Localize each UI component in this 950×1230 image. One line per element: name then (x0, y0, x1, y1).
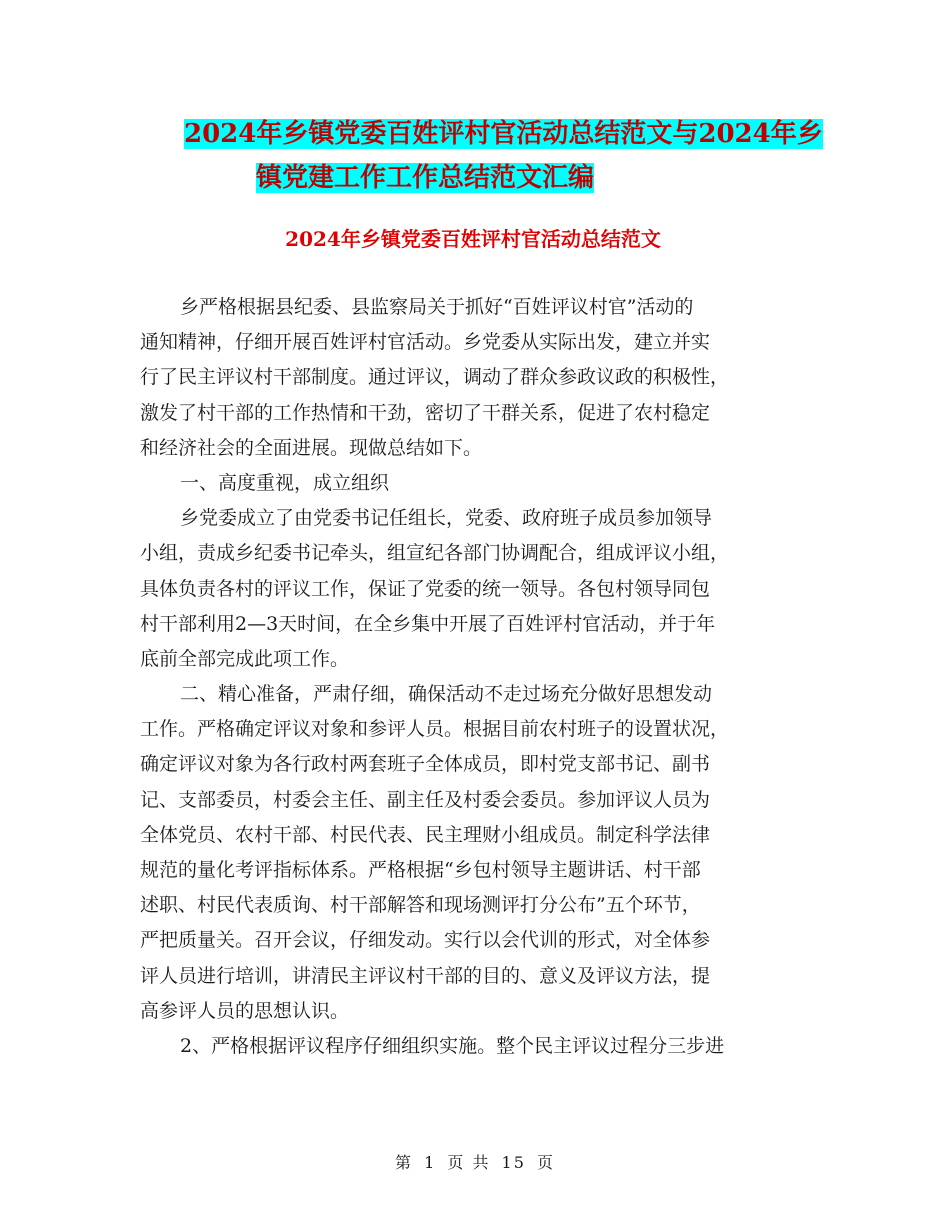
paragraph-line: 和经济社会的全面进展。现做总结如下。 (140, 436, 483, 459)
section-subtitle: 2024年乡镇党委百姓评村官活动总结范文 (285, 227, 661, 251)
paragraph-line: 严把质量关。召开会议，仔细发动。实行以会代训的形式，对全体参 (140, 929, 711, 952)
title-line-1: 2024年乡镇党委百姓评村官活动总结范文与2024年乡 (184, 119, 823, 149)
paragraph-line: 底前全部完成此项工作。 (140, 647, 350, 670)
footer-prefix: 第 (394, 1153, 413, 1172)
paragraph-line: 激发了村干部的工作热情和干劲，密切了干群关系，促进了农村稳定 (140, 401, 711, 424)
paragraph-line: 行了民主评议村干部制度。通过评议，调动了群众参政议政的积极性， (140, 366, 730, 389)
paragraph-line: 通知精神，仔细开展百姓评村官活动。乡党委从实际出发，建立并实 (140, 331, 711, 354)
document-title (140, 112, 840, 200)
title-line-2: 镇党建工作工作总结范文汇编 (256, 163, 595, 193)
paragraph-line: 2、严格根据评议程序仔细组织实施。整个民主评议过程分三步进 (180, 1034, 725, 1057)
paragraph-line: 乡党委成立了由党委书记任组长，党委、政府班子成员参加领导 (180, 507, 713, 530)
paragraph-line: 工作。严格确定评议对象和参评人员。根据目前农村班子的设置状况， (140, 718, 730, 741)
section-heading: 一、高度重视，成立组织 (180, 471, 390, 494)
paragraph-line: 村干部利用2—3天时间，在全乡集中开展了百姓评村官活动，并于年 (140, 612, 716, 635)
paragraph-line: 评人员进行培训，讲清民主评议村干部的目的、意义及评议方法，提 (140, 964, 711, 987)
page-number-current: 1 (424, 1153, 437, 1172)
paragraph-line: 述职、村民代表质询、村干部解答和现场测评打分公布”五个环节， (140, 894, 701, 917)
paragraph-line: 确定评议对象为各行政村两套班子全体成员，即村党支部书记、副书 (140, 753, 711, 776)
paragraph-line: 记、支部委员，村委会主任、副主任及村委会委员。参加评议人员为 (140, 788, 711, 811)
page-footer (0, 1150, 950, 1173)
paragraph-line: 高参评人员的思想认识。 (140, 999, 350, 1022)
section-heading: 二、精心准备，严肃仔细，确保活动不走过场充分做好思想发动 (180, 683, 713, 706)
paragraph-line: 全体党员、农村干部、村民代表、民主理财小组成员。制定科学法律 (140, 823, 711, 846)
paragraph-line: 小组，责成乡纪委书记牵头，组宣纪各部门协调配合，组成评议小组， (140, 542, 730, 565)
page-number-total: 15 (501, 1153, 526, 1172)
body-text (140, 290, 806, 1064)
footer-middle: 页 共 (447, 1153, 491, 1172)
paragraph-line: 乡严格根据县纪委、县监察局关于抓好“百姓评议村官”活动的 (180, 296, 694, 318)
paragraph-line: 规范的量化考评指标体系。严格根据“乡包村领导主题讲话、村干部 (140, 859, 701, 881)
footer-suffix: 页 (537, 1153, 556, 1172)
paragraph-line: 具体负责各村的评议工作，保证了党委的统一领导。各包村领导同包 (140, 577, 711, 600)
